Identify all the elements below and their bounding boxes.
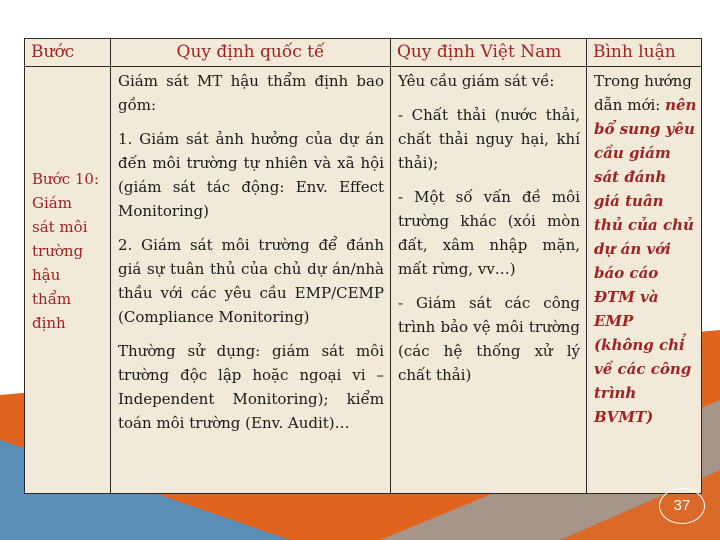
vn-paragraph: Yêu cầu giám sát về:	[398, 72, 555, 90]
header-step: Bước	[25, 39, 111, 67]
step-line: Giám	[32, 194, 72, 212]
step-cell	[25, 67, 111, 494]
comment-cell	[587, 67, 702, 494]
header-row	[25, 39, 702, 67]
international-cell	[111, 67, 391, 494]
comment-intro: Trong hướng dẫn mới:	[594, 72, 692, 114]
step-line: sát môi	[32, 218, 88, 236]
comment-recommendation: nên bổ sung yêu cầu giám sát đánh giá tuân thủ của chủ dự án với báo cáo ĐTM và EMP (không chỉ về các công trình BVMT)	[594, 96, 697, 426]
header-comment: Bình luận	[587, 39, 702, 67]
intl-paragraph: 2. Giám sát môi trường để đánh giá sự tuân thủ của chủ dự án/nhà thầu với các yêu cầu EMP/CEMP (Compliance Monitoring)	[118, 236, 384, 326]
page-number: 37	[659, 488, 705, 524]
vietnam-cell	[391, 67, 587, 494]
step-line: trường	[32, 242, 84, 260]
intl-paragraph: Thường sử dụng: giám sát môi trường độc lập hoặc ngoại vi – Independent Monitoring); kiểm toán môi trường (Env. Audit)…	[118, 342, 384, 432]
intl-paragraph: 1. Giám sát ảnh hưởng của dự án đến môi trường tự nhiên và xã hội (giám sát tác động: Env. Effect Monitoring)	[118, 130, 384, 220]
intl-paragraph: Giám sát MT hậu thẩm định bao gồm:	[118, 72, 384, 114]
header-international: Quy định quốc tế	[111, 39, 391, 67]
step-label	[32, 167, 99, 335]
vn-paragraph: - Giám sát các công trình bảo vệ môi trường (các hệ thống xử lý chất thải)	[398, 294, 580, 384]
step-line: định	[32, 314, 66, 332]
content-row	[25, 67, 702, 494]
comparison-table	[24, 38, 702, 494]
header-vietnam: Quy định Việt Nam	[391, 39, 587, 67]
step-line: Bước 10:	[32, 170, 100, 188]
step-line: thẩm	[32, 290, 72, 308]
vn-paragraph: - Một số vấn đề môi trường khác (xói mòn đất, xâm nhập mặn, mất rừng, vv…)	[398, 188, 580, 278]
step-line: hậu	[32, 266, 61, 284]
vn-paragraph: - Chất thải (nước thải, chất thải nguy hại, khí thải);	[398, 106, 580, 172]
